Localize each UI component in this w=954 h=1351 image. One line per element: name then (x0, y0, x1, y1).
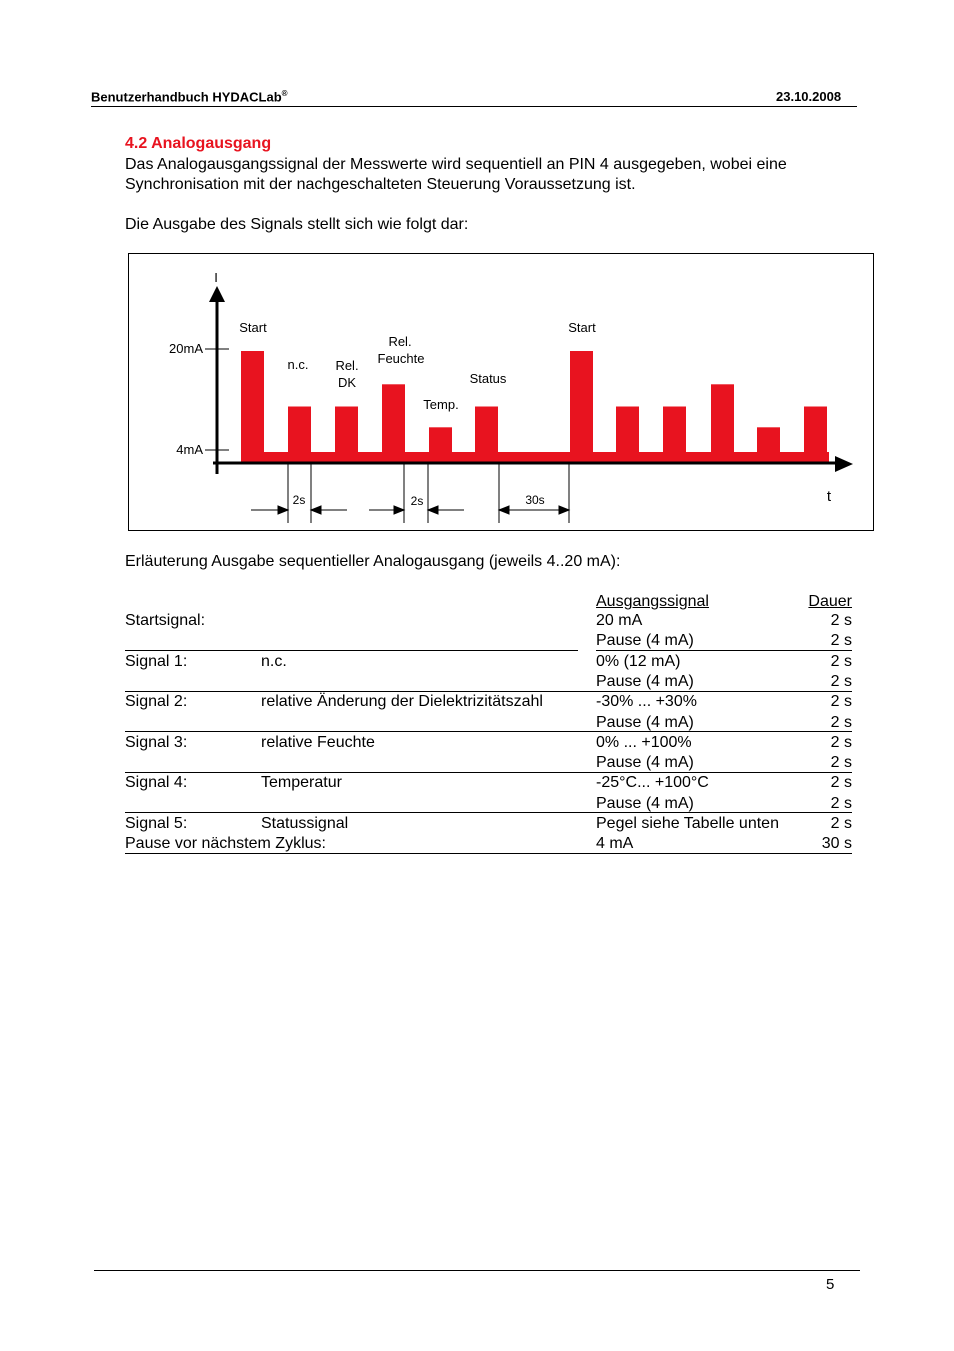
row-label: Signal 5: (125, 815, 188, 832)
pulse-bar (711, 384, 734, 462)
row-duration: 2 s (830, 714, 852, 731)
pulse-bar (475, 407, 498, 463)
label-rel-dk-1: Rel. (335, 358, 359, 373)
row-duration: 2 s (830, 632, 852, 649)
paragraph-1-line-2: Synchronisation mit der nachgeschalteten Steuerung Voraussetzung ist. (125, 176, 636, 193)
header-rule (91, 106, 857, 107)
diagram-svg (129, 254, 875, 532)
row-signal: -25°C... +100°C (596, 774, 709, 791)
page-number: 5 (826, 1276, 835, 1293)
row-description: Statussignal (261, 815, 349, 832)
table-row-divider (125, 812, 852, 813)
header-title-text: Benutzerhandbuch HYDACLab (91, 89, 282, 105)
row-duration: 2 s (830, 795, 852, 812)
row-signal: Pause (4 mA) (596, 673, 694, 690)
pulse-bar (241, 351, 264, 462)
label-rel-feuchte-2: Feuchte (377, 351, 425, 366)
row-signal: -30% ... +30% (596, 693, 697, 710)
pulse-bar (663, 407, 686, 463)
header-title (91, 89, 288, 104)
row-signal: 0% (12 mA) (596, 653, 681, 670)
row-label: Signal 4: (125, 774, 188, 791)
table-row-divider (125, 650, 578, 651)
label-status: Status (469, 371, 507, 386)
row-duration: 2 s (830, 734, 852, 751)
y-axis-label: I (214, 270, 218, 285)
row-signal: Pause (4 mA) (596, 754, 694, 771)
paragraph-3: Erläuterung Ausgabe sequentieller Analogausgang (jeweils 4..20 mA): (125, 553, 621, 570)
table-row-divider (125, 772, 852, 773)
row-signal: Pause (4 mA) (596, 795, 694, 812)
pulse-group (241, 351, 827, 462)
footer-rule (94, 1270, 860, 1271)
label-temp: Temp. (423, 397, 459, 412)
label-start-2: Start (568, 320, 596, 335)
label-rel-feuchte-1: Rel. (388, 334, 412, 349)
tick-20ma-label: 20mA (169, 341, 203, 356)
row-label: Signal 3: (125, 734, 188, 751)
pulse-bar (804, 407, 827, 463)
dimension-30s-label: 30s (525, 493, 545, 507)
table-row-divider (125, 853, 852, 854)
pulse-bar (757, 427, 780, 462)
label-rel-dk-2: DK (337, 375, 357, 390)
header-date: 23.10.2008 (776, 89, 842, 104)
tick-4ma-label: 4mA (176, 442, 203, 457)
section-title: 4.2 Analogausgang (125, 135, 272, 152)
y-axis-arrow-icon (209, 286, 225, 302)
row-label: Signal 2: (125, 693, 188, 710)
pulse-bar (288, 407, 311, 463)
dimension-2s-second-label: 2s (410, 494, 424, 508)
row-duration: 2 s (830, 673, 852, 690)
row-duration: 2 s (830, 754, 852, 771)
row-description: relative Feuchte (261, 734, 375, 751)
paragraph-2: Die Ausgabe des Signals stellt sich wie folgt dar: (125, 216, 469, 233)
row-signal: 4 mA (596, 835, 634, 852)
signal-timing-diagram (128, 253, 874, 531)
table-row-divider (125, 691, 852, 692)
row-signal: 0% ... +100% (596, 734, 692, 751)
dimension-2s-first-label: 2s (292, 493, 306, 507)
row-duration: 2 s (830, 653, 852, 670)
registered-mark: ® (281, 89, 288, 98)
table-row-divider (596, 650, 852, 651)
pulse-bar (382, 384, 405, 462)
column-header-signal: Ausgangssignal (596, 593, 709, 610)
row-signal: Pegel siehe Tabelle unten (596, 815, 779, 832)
label-nc: n.c. (287, 357, 309, 372)
row-duration: 2 s (830, 612, 852, 629)
row-signal: 20 mA (596, 612, 643, 629)
paragraph-1-line-1: Das Analogausgangssignal der Messwerte wird sequentiell an PIN 4 ausgegeben, wobei eine (125, 156, 787, 173)
pulse-bar (335, 407, 358, 463)
column-header-duration: Dauer (808, 593, 852, 610)
pulse-bar (429, 427, 452, 462)
row-duration: 2 s (830, 693, 852, 710)
pulse-bar (570, 351, 593, 462)
table-row-divider (125, 731, 852, 732)
row-duration: 2 s (830, 815, 852, 832)
row-label: Startsignal: (125, 612, 206, 629)
row-description: relative Änderung der Dielektrizitätszahl (261, 693, 543, 710)
pulse-bar (616, 407, 639, 463)
row-description: Temperatur (261, 774, 342, 791)
row-signal: Pause (4 mA) (596, 714, 694, 731)
x-axis-label: t (826, 488, 832, 505)
baseline-level (241, 452, 829, 462)
row-label: Pause vor nächstem Zyklus: (125, 835, 326, 852)
row-signal: Pause (4 mA) (596, 632, 694, 649)
row-duration: 2 s (830, 774, 852, 791)
row-duration: 30 s (821, 835, 852, 852)
x-axis-arrow-icon (835, 456, 853, 472)
row-description: n.c. (261, 653, 287, 670)
label-start-1: Start (239, 320, 267, 335)
row-label: Signal 1: (125, 653, 188, 670)
